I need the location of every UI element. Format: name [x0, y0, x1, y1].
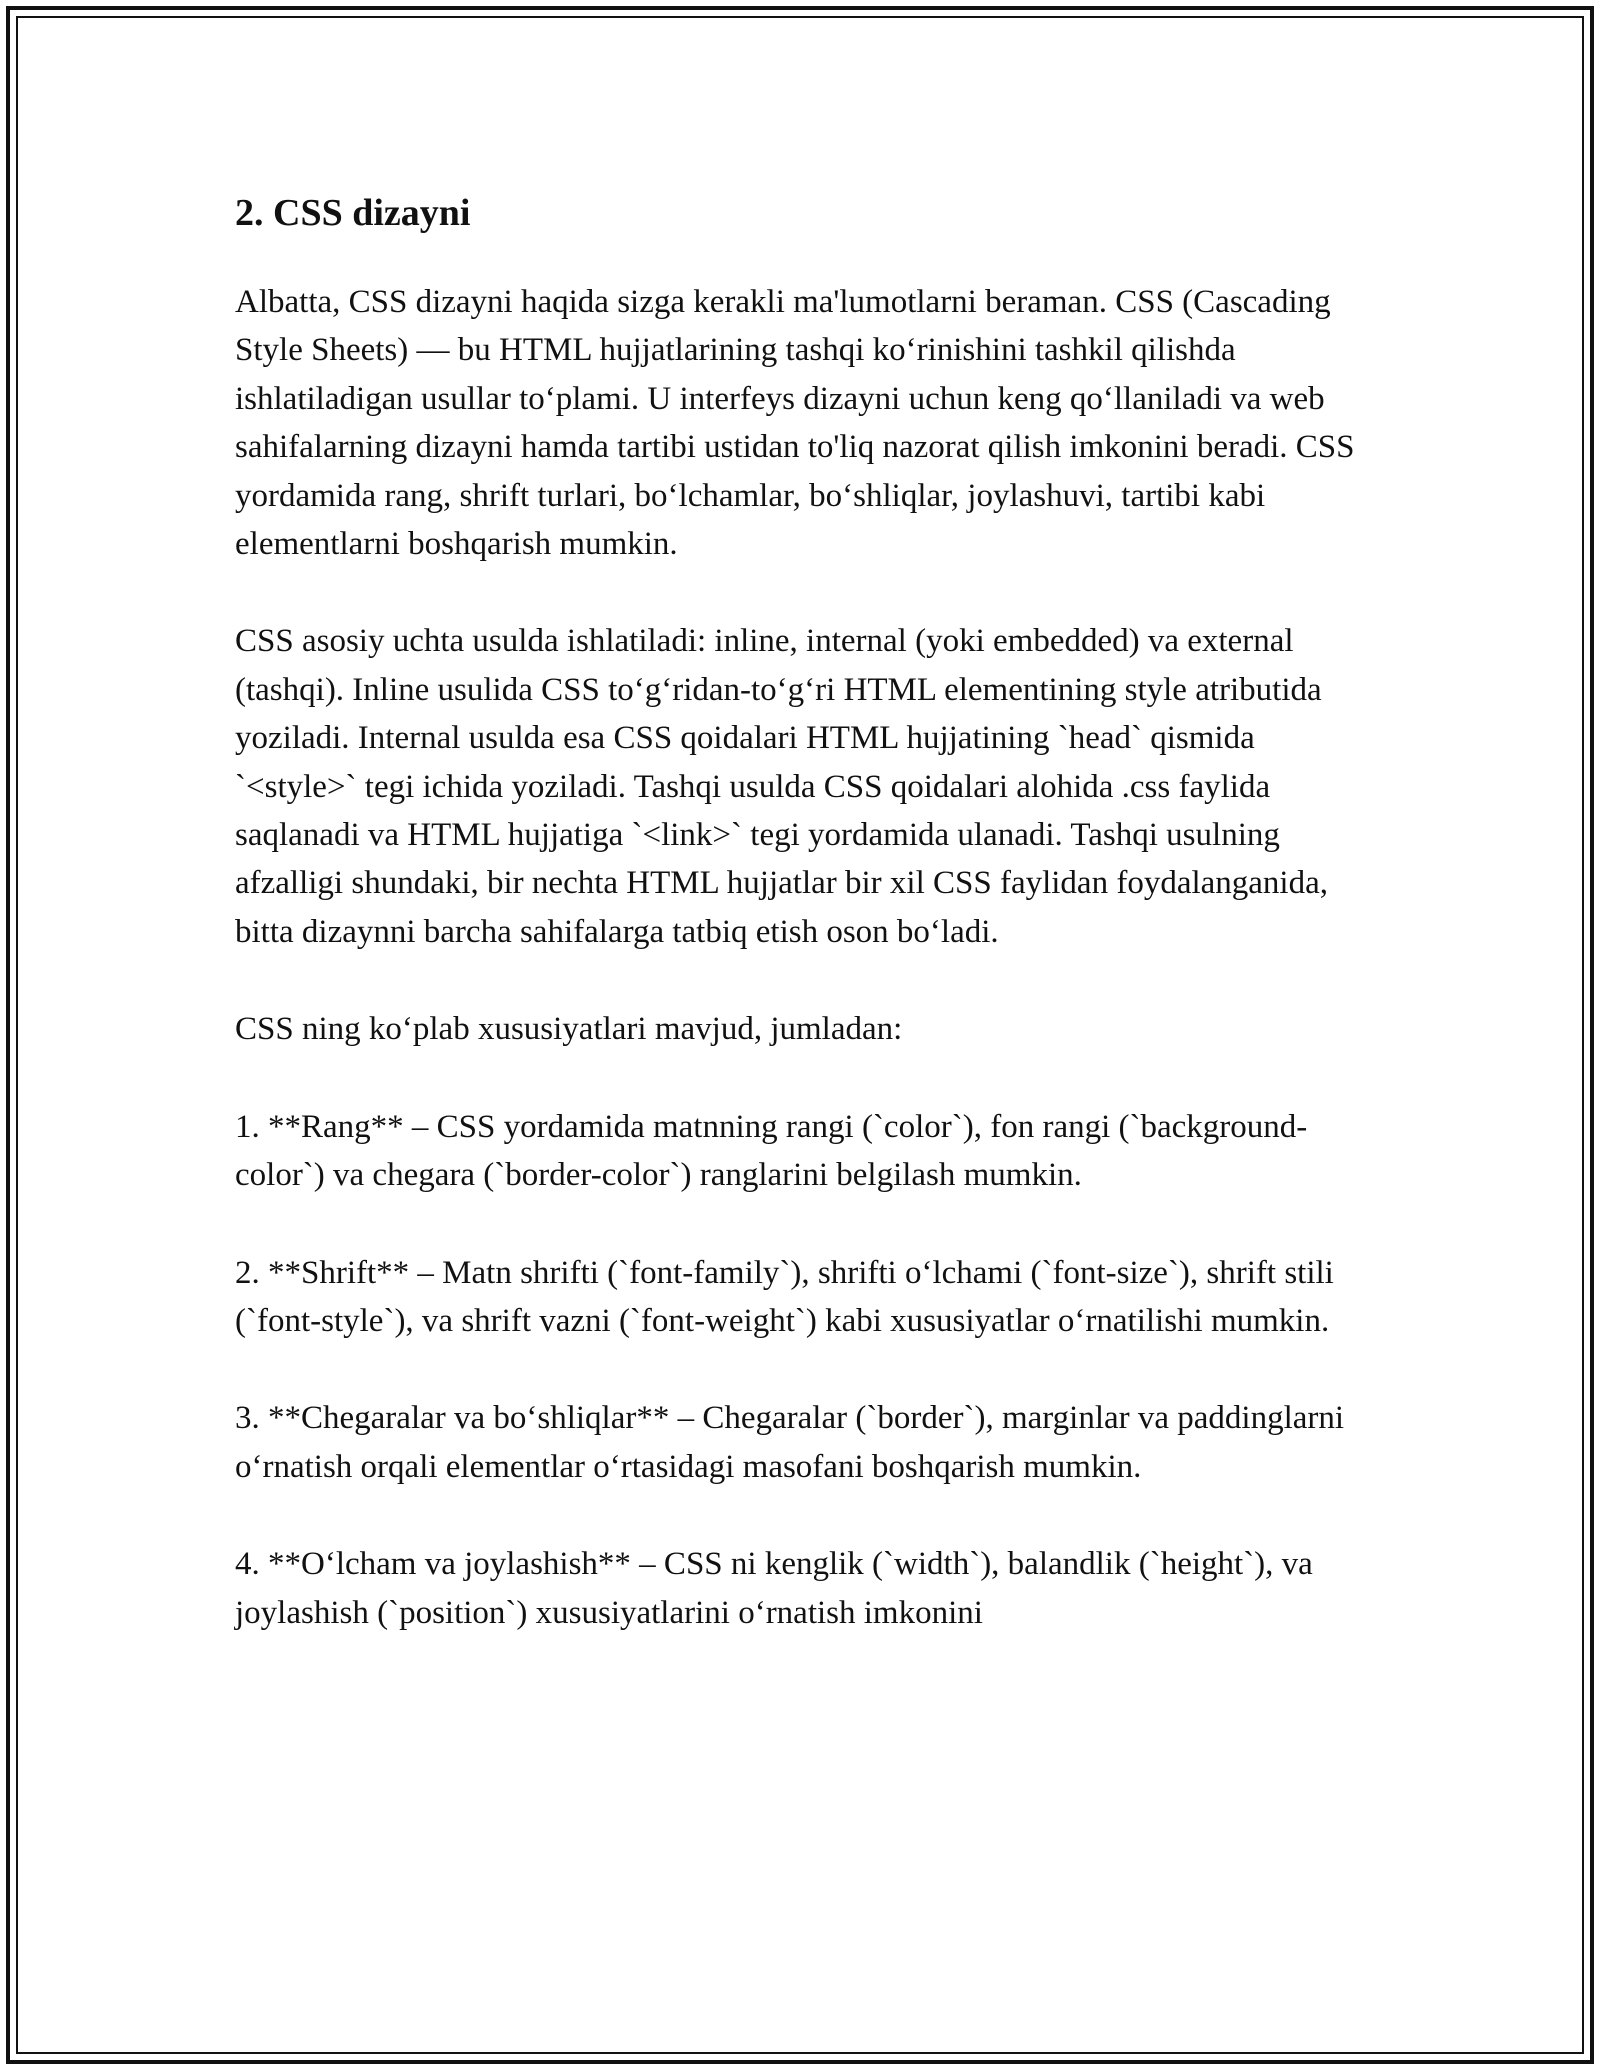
list-item-color: 1. **Rang** – CSS yordamida matnning rangi (`color`), fon rangi (`background-color`) va chegara (`border-color`) ranglarini belgilash mumkin. [235, 1108, 1308, 1194]
list-item-font: 2. **Shrift** – Matn shrifti (`font-family`), shrifti o‘lchami (`font-size`), shrift stili (`font-style`), va shrift vazni (`font-weight`) kabi xususiyatlar o‘rnatilishi mumkin. [235, 1254, 1334, 1339]
document-body [235, 186, 1365, 1686]
section-heading: 2. CSS dizayni [235, 192, 471, 234]
paragraph-features-intro: CSS ning ko‘plab xususiyatlari mavjud, jumladan: [235, 1011, 903, 1048]
list-item-size-position: 4. **O‘lcham va joylashish** – CSS ni kenglik (`width`), balandlik (`height`), va joylashish (`position`) xususiyatlarini o‘rnatish imkonini [235, 1546, 1313, 1631]
list-item-borders-spacing: 3. **Chegaralar va bo‘shliqlar** – Chegaralar (`border`), marginlar va paddinglarni o‘rnatish orqali elementlar o‘rtasidagi masofani boshqarish mumkin. [235, 1400, 1345, 1485]
paragraph-usage-methods: CSS asosiy uchta usulda ishlatiladi: inline, internal (yoki embedded) va external (tashqi). Inline usulida CSS to‘g‘ridan-to‘g‘ri HTML elementining style atributida yoziladi. Internal usulda esa CSS qoidalari HTML hujjatining `head` qismida `<style>` tegi ichida yoziladi. Tashqi usulda CSS qoidalari alohida .css faylida saqlanadi va HTML hujjatiga `<link>` tegi yordamida ulanadi. Tashqi usulning afzalligi shundaki, bir nechta HTML hujjatlar bir xil CSS faylidan foydalanganida, bitta dizaynni barcha sahifalarga tatbiq etish oson bo‘ladi. [235, 623, 1328, 950]
paragraph-intro: Albatta, CSS dizayni haqida sizga kerakli ma'lumotlarni beraman. CSS (Cascading Style Sheets) — bu HTML hujjatlarining tashqi ko‘rinishini tashkil qilishda ishlatiladigan usullar to‘plami. U interfeys dizayni uchun keng qo‘llaniladi va web sahifalarning dizayni hamda tartibi ustidan to'liq nazorat qilish imkonini beradi. CSS yordamida rang, shrift turlari, bo‘lchamlar, bo‘shliqlar, joylashuvi, tartibi kabi elementlarni boshqarish mumkin. [235, 284, 1355, 563]
